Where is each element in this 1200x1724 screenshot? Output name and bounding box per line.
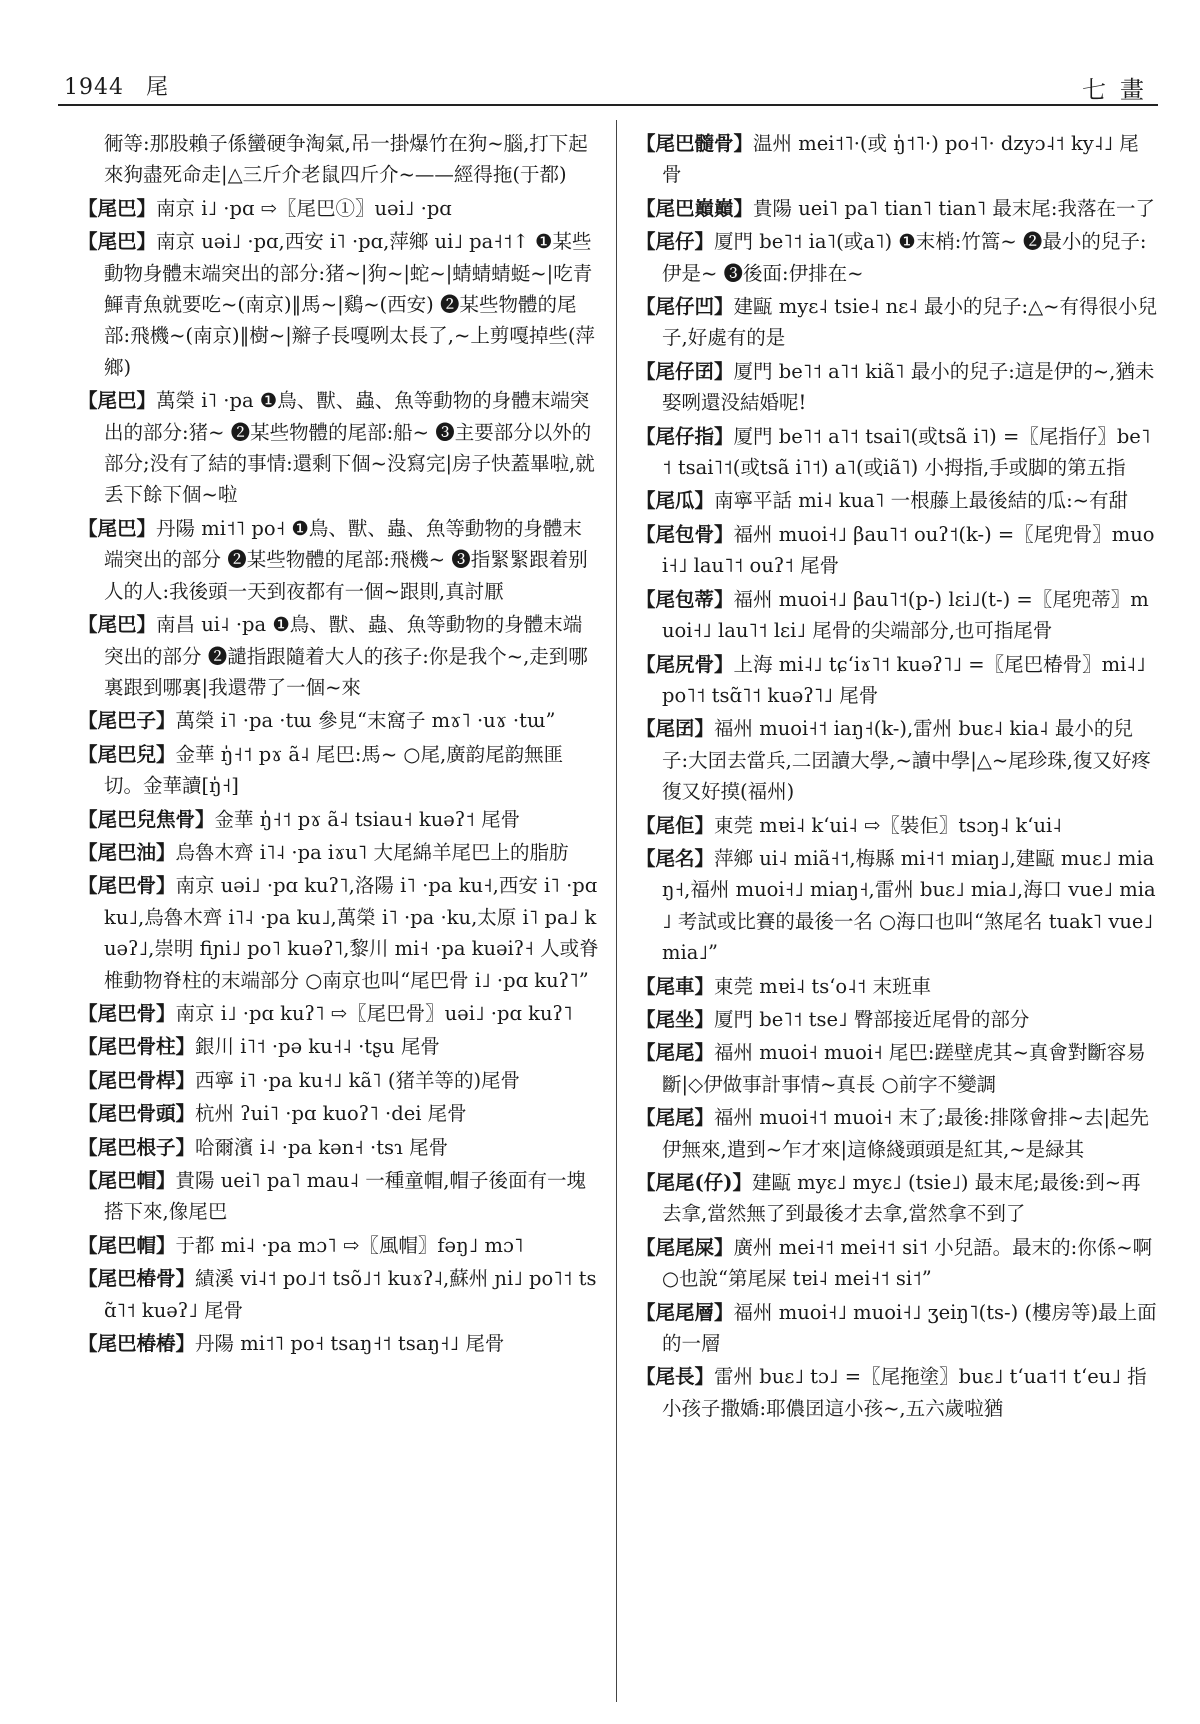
entry-definition: 南京 i˩ ·pɑ ⇨〖尾巴①〗uəi˩ ·pɑ	[156, 196, 452, 220]
dictionary-entry	[78, 998, 600, 1029]
dictionary-entry	[78, 226, 600, 383]
entry-headword: 【尾巴兒】	[78, 742, 176, 766]
dictionary-entry	[636, 971, 1158, 1002]
header-left	[64, 70, 169, 101]
entry-definition: 衕等:那股賴子係蠻硬争淘氣,吊一掛爆竹在狗~腦,打下起來狗盡死命走|△三斤介老鼠四斤介~——經得拖(于都)	[104, 132, 588, 187]
right-column	[636, 128, 1158, 1698]
entry-headword: 【尾巴根子】	[78, 1135, 196, 1159]
dictionary-entry	[78, 804, 600, 835]
header-rule	[58, 104, 1158, 106]
dictionary-entry	[78, 385, 600, 511]
entry-definition: 厦門 be˥˦ a˥˦ tsai˥(或tsã i˥) =〖尾指仔〗be˥˦ tsai˥˦(或tsã i˥˦) a˥(或iã˥) 小拇指,手或脚的第五指	[662, 424, 1151, 480]
entry-definition: 建甌 myɛ˨ tsie˨ nɛ˨ 最小的兒子:△~有得很小兒子,好處有的是	[662, 295, 1157, 350]
entry-definition: 厦門 be˥˦ ia˥(或a˥) ❶末梢:竹篙~ ❷最小的兒子:伊是~ ❸後面:伊排在~	[662, 230, 1147, 285]
dictionary-entry	[636, 1167, 1158, 1230]
entry-headword: 【尾巴椿椿】	[78, 1332, 196, 1356]
head-character: 尾	[146, 75, 170, 100]
entry-headword: 【尾囝】	[636, 717, 715, 741]
entry-headword: 【尾仔凹】	[636, 295, 734, 319]
entry-definition: 貴陽 uei˥ pa˥ tian˥ tian˥ 最末尾:我落在一了	[753, 196, 1156, 220]
entry-headword: 【尾巴巔巔】	[636, 196, 754, 220]
dictionary-entry	[636, 584, 1158, 647]
entry-definition: 南昌 ui˨ ·pa ❶鳥、獸、蟲、魚等動物的身體末端突出的部分 ❷譴指跟隨着大人的孩子:你是我个~,走到哪裏跟到哪裏|我還帶了一個~來	[104, 613, 588, 699]
entry-definition: 萍鄉 ui˨ miã˧˦,梅縣 mi˧˦ miaŋ˩,建甌 muɛ˩ miaŋ˧,福州 muoi˧˩ miaŋ˧,雷州 buɛ˩ mia˩,海口 vue˩ mia˩ 考試或比賽的最後一名 ○海口也叫“煞尾名 tuak˥ vue˩ mia˩”	[662, 846, 1156, 965]
entry-definition: 南寧平話 mi˨ kua˥ 一根藤上最後結的瓜:~有甜	[714, 489, 1128, 513]
entry-definition: 哈爾濱 i˨ ·pa kən˧ ·tsɿ 尾骨	[195, 1135, 449, 1159]
entry-definition: 雷州 buɛ˩ tɔ˩ =〖尾拖塗〗buɛ˩ tʻua˦˦ tʻeu˩ 指小孩子撒嬌:耶儂囝這小孩~,五六歲啦猶	[662, 1365, 1147, 1420]
entry-definition: 福州 muoi˧˩ βau˥˦(p-) lɛi˩(t-) =〖尾兜蒂〗muoi˧˩ lau˥˦ lɛi˩ 尾骨的尖端部分,也可指尾骨	[662, 587, 1149, 643]
entry-headword: 【尾仔】	[636, 230, 715, 254]
column-divider	[616, 120, 617, 1702]
dictionary-entry	[78, 513, 600, 607]
entry-definition: 上海 mi˨˩ tɕʻiɤ˥˦ kuəʔ˥˩ =〖尾巴椿骨〗mi˨˩ po˥˦ tsɑ̃˥˦ kuəʔ˥˩ 尾骨	[662, 652, 1146, 707]
entry-headword: 【尾巴骨】	[78, 874, 176, 898]
entry-headword: 【尾尾(仔)】	[636, 1171, 752, 1194]
dictionary-entry	[636, 128, 1158, 191]
dictionary-entry	[78, 1132, 600, 1163]
entry-headword: 【尾長】	[636, 1365, 715, 1389]
dictionary-entry	[636, 226, 1158, 289]
entry-headword: 【尾巴油】	[78, 840, 176, 864]
entry-definition: 金華 ŋ̍˧˦ pɤ ã˨ tsiau˧ kuəʔ˦ 尾骨	[214, 807, 521, 831]
entry-headword: 【尾佢】	[636, 813, 715, 837]
dictionary-entry	[78, 609, 600, 703]
entry-definition: 金華 ŋ̍˧˦ pɤ ã˨ 尾巴:馬~ ○尾,廣韵尾韵無匪切。金華讀[ŋ̍˧]	[104, 742, 564, 798]
left-column	[78, 128, 600, 1698]
dictionary-entry	[78, 870, 600, 996]
entry-headword: 【尾巴髓骨】	[636, 132, 754, 155]
entry-headword: 【尾仔指】	[636, 424, 734, 448]
dictionary-entry	[636, 649, 1158, 712]
entry-definition: 杭州 ʔui˥ ·pɑ kuoʔ˥ ·dei 尾骨	[195, 1102, 467, 1126]
entry-headword: 【尾巴骨】	[78, 1001, 176, 1025]
entry-definition: 西寧 i˥ ·pa ku˧˩ kã˥ (猪羊等的)尾骨	[195, 1068, 521, 1092]
dictionary-page	[58, 62, 1158, 1702]
entry-headword: 【尾巴帽】	[78, 1233, 176, 1257]
entry-headword: 【尾瓜】	[636, 489, 715, 513]
entry-headword: 【尾巴子】	[78, 709, 176, 733]
entry-headword: 【尾巴】	[78, 516, 157, 540]
dictionary-entry	[636, 713, 1158, 807]
entry-headword: 【尾巴】	[78, 389, 157, 413]
entry-definition: 廣州 mei˧˦ mei˧˦ si˦ 小兒語。最末的:你係~啊 ○也說“第尾屎 tɐi˨ mei˧˦ si˦”	[662, 1235, 1153, 1291]
dictionary-entry	[78, 1165, 600, 1228]
entry-headword: 【尾仔囝】	[636, 359, 734, 383]
entry-headword: 【尾尾屎】	[636, 1235, 734, 1259]
entry-headword: 【尾名】	[636, 846, 715, 870]
dictionary-entry	[636, 1037, 1158, 1100]
entry-definition: 東莞 mɐi˨ kʻui˨ ⇨〖裝佢〗tsɔŋ˨ kʻui˨	[714, 813, 1062, 837]
dictionary-entry	[78, 1031, 600, 1062]
entry-definition: 福州 muoi˧˦ muoi˧ 末了;最後:排隊會排~去|起先伊無來,遣到~乍才來|這條綫頭頭是紅其,~是緑其	[662, 1106, 1150, 1161]
dictionary-entry	[636, 1361, 1158, 1424]
dictionary-entry	[636, 1297, 1158, 1360]
dictionary-entry	[78, 739, 600, 802]
dictionary-entry	[636, 356, 1158, 419]
dictionary-entry	[636, 1232, 1158, 1295]
dictionary-entry	[78, 1098, 600, 1129]
entry-definition: 厦門 be˥˦ a˥˦ kiã˥ 最小的兒子:這是伊的~,猶未娶咧還没結婚呢!	[662, 359, 1155, 415]
section-title: 七畫	[1082, 76, 1158, 104]
entry-headword: 【尾巴骨柱】	[78, 1035, 196, 1059]
entry-definition: 南京 i˩ ·pɑ kuʔ˥ ⇨〖尾巴骨〗uəi˩ ·pɑ kuʔ˥	[175, 1001, 573, 1025]
entry-definition: 南京 uəi˩ ·pɑ kuʔ˥,洛陽 i˥ ·pa ku˧,西安 i˥ ·pɑ ku˩,烏魯木齊 i˥˨ ·pa ku˩,萬榮 i˥ ·pa ·ku,太原 i˥ pa˩ kuəʔ˩,崇明 fiɲi˩ po˥ kuəʔ˥,黎川 mi˧ ·pa kuəiʔ˧ 人或脊椎動物脊柱的末端部分 ○南京也叫“尾巴骨 i˩ ·pɑ kuʔ˥”	[104, 874, 599, 992]
entry-headword: 【尾尻骨】	[636, 652, 734, 676]
page-header	[58, 62, 1158, 106]
entry-definition: 績溪 vi˨˦ po˩˦ tsõ˩˦ kuɤʔ˨,蘇州 ɲi˩ po˥˦ tsɑ̃˥˦ kuəʔ˩ 尾骨	[104, 1267, 597, 1322]
entry-definition: 銀川 i˥˦ ·pə ku˧˨ ·tʂu 尾骨	[195, 1035, 440, 1059]
entry-headword: 【尾車】	[636, 974, 715, 998]
entry-headword: 【尾巴骨桿】	[78, 1068, 196, 1092]
entry-definition: 東莞 mɐi˨ tsʻo˨˦ 末班車	[714, 974, 932, 998]
dictionary-entry	[636, 485, 1158, 516]
entry-definition: 温州 mei˦˥·(或 ŋ̍˦˥·) po˧˥· dzyɔ˨˦ ky˨˩ 尾骨	[662, 132, 1139, 187]
dictionary-entry	[636, 810, 1158, 841]
entry-definition: 于都 mi˨ ·pa mɔ˥ ⇨〖風帽〗fəŋ˩ mɔ˥	[175, 1233, 524, 1257]
page-number: 1944	[64, 75, 124, 100]
dictionary-entry	[636, 1102, 1158, 1165]
dictionary-entry	[78, 837, 600, 868]
entry-headword: 【尾巴】	[78, 613, 157, 637]
dictionary-entry	[78, 128, 600, 191]
entry-headword: 【尾尾層】	[636, 1300, 734, 1324]
entry-headword: 【尾包骨】	[636, 522, 734, 546]
entry-headword: 【尾巴兒焦骨】	[78, 807, 215, 831]
dictionary-entry	[636, 193, 1158, 224]
dictionary-entry	[636, 421, 1158, 484]
entry-definition: 福州 muoi˧˩ βau˥˦ ouʔ˦(k-) =〖尾兜骨〗muoi˧˩ lau˥˦ ouʔ˦ 尾骨	[662, 522, 1155, 578]
dictionary-entry	[78, 1065, 600, 1096]
dictionary-entry	[636, 519, 1158, 582]
entry-headword: 【尾巴帽】	[78, 1169, 176, 1192]
dictionary-entry	[78, 705, 600, 736]
entry-headword: 【尾巴】	[78, 230, 157, 254]
entry-definition: 萬榮 i˥ ·pa ·tɯ 參見“末窩子 mɤ˥ ·uɤ ·tɯ”	[175, 709, 556, 733]
dictionary-entry	[636, 1004, 1158, 1035]
dictionary-entry	[78, 1263, 600, 1326]
entry-definition: 貴陽 uei˥ pa˥ mau˨ 一種童帽,帽子後面有一塊搭下來,像尾巴	[104, 1169, 586, 1224]
entry-definition: 福州 muoi˧˦ iaŋ˧(k-),雷州 buɛ˨ kia˨ 最小的兒子:大囝去當兵,二囝讀大學,~讀中學|△~尾珍珠,復又好疼復又好摸(福州)	[662, 717, 1151, 804]
entry-definition: 厦門 be˥˦ tse˩ 臀部接近尾骨的部分	[714, 1007, 1030, 1031]
dictionary-entry	[636, 291, 1158, 354]
entry-headword: 【尾巴椿骨】	[78, 1267, 196, 1291]
entry-definition: 福州 muoi˧ muoi˧ 尾巴:蹉壁虎其~真會對斷容易斷|◇伊做事計事情~真長 ○前字不變調	[662, 1041, 1146, 1096]
entry-definition: 烏魯木齊 i˥˨ ·pa iɤu˥ 大尾綿羊尾巴上的脂肪	[175, 840, 569, 864]
entry-headword: 【尾坐】	[636, 1007, 715, 1031]
entry-definition: 丹陽 mi˦˥ po˧ ❶鳥、獸、蟲、魚等動物的身體末端突出的部分 ❷某些物體的尾部:飛機~ ❸指緊緊跟着别人的人:我後頭一天到夜都有一個~跟則,真討厭	[104, 516, 588, 603]
entry-headword: 【尾巴】	[78, 196, 157, 220]
dictionary-entry	[78, 193, 600, 224]
entry-definition: 福州 muoi˧˩ muoi˧˩ ʒeiŋ˥(ts-) (樓房等)最上面的一層	[662, 1300, 1157, 1356]
entry-headword: 【尾尾】	[636, 1041, 715, 1065]
entry-definition: 建甌 myɛ˩ myɛ˩ (tsie˩) 最末尾;最後:到~再去拿,當然無了到最後才去拿,當然拿不到了	[662, 1171, 1141, 1226]
entry-headword: 【尾尾】	[636, 1106, 715, 1130]
entry-definition: 南京 uəi˩ ·pɑ,西安 i˥ ·pɑ,萍鄉 ui˩ pa˧˦↑ ❶某些動物身體末端突出的部分:猪~|狗~|蛇~|蜻蜻蜻蜓~|吃青鯶青魚就要吃~(南京)‖馬~|鷄~(西安) ❷某些物體的尾部:飛機~(南京)‖樹~|辮子長嘎咧太長了,~上剪嘎掉些(萍鄉)	[104, 230, 595, 379]
entry-definition: 丹陽 mi˦˥ po˧ tsaŋ˧˦ tsaŋ˧˩ 尾骨	[195, 1332, 505, 1356]
dictionary-entry	[78, 1230, 600, 1261]
dictionary-entry	[636, 843, 1158, 969]
dictionary-entry	[78, 1328, 600, 1359]
entry-definition: 萬榮 i˥ ·pa ❶鳥、獸、蟲、魚等動物的身體末端突出的部分:猪~ ❷某些物體的尾部:船~ ❸主要部分以外的部分;没有了結的事情:還剩下個~没寫完|房子快蓋畢啦,就丢下餘下個~啦	[104, 389, 595, 507]
entry-headword: 【尾巴骨頭】	[78, 1102, 196, 1126]
entry-headword: 【尾包蒂】	[636, 587, 734, 611]
